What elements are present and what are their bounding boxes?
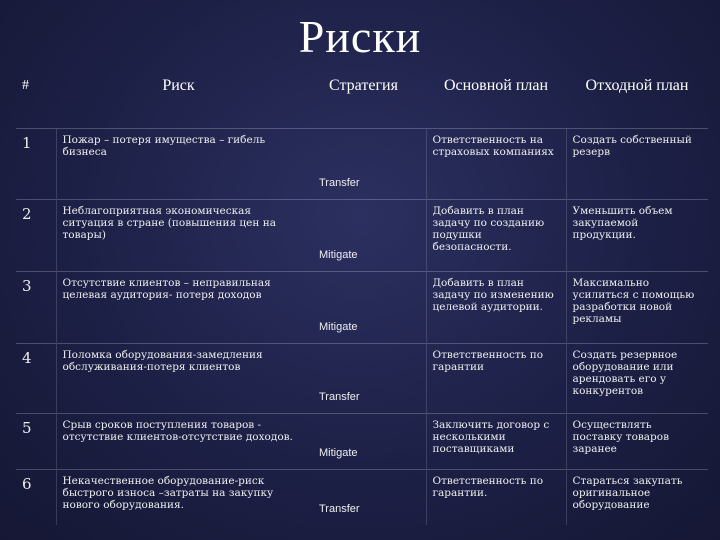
row-backup-plan: Осуществлять поставку товаров заранее <box>566 414 708 470</box>
table-row <box>16 414 708 470</box>
row-risk: Отсутствие клиентов – неправильная целевая аудитория- потеря доходов <box>56 272 301 344</box>
header-num: # <box>22 78 29 93</box>
row-strategy: Transfer <box>301 129 426 200</box>
row-risk: Неблагоприятная экономическая ситуация в стране (повышения цен на товары) <box>56 200 301 272</box>
row-risk: Срыв сроков поступления товаров - отсутствие клиентов-отсутствие доходов. <box>56 414 301 470</box>
row-main-plan: Ответственность по гарантии. <box>426 470 566 526</box>
row-risk: Некачественное оборудование-риск быстрого износа –затраты на закупку нового оборудования. <box>56 470 301 526</box>
row-main-plan: Добавить в план задачу по созданию подушки безопасности. <box>426 200 566 272</box>
table-row <box>16 470 708 526</box>
table-row <box>16 344 708 414</box>
row-num: 3 <box>16 272 56 344</box>
row-num: 5 <box>16 414 56 470</box>
table-row <box>16 272 708 344</box>
row-strategy: Mitigate <box>301 200 426 272</box>
table-header-row <box>16 66 708 129</box>
slide-title: Риски <box>298 11 422 62</box>
row-strategy: Transfer <box>301 344 426 414</box>
row-risk: Пожар – потеря имущества – гибель бизнеса <box>56 129 301 200</box>
header-backup-plan: Отходной план <box>585 77 689 94</box>
row-risk: Поломка оборудования-замедления обслуживания-потеря клиентов <box>56 344 301 414</box>
row-backup-plan: Уменьшить объем закупаемой продукции. <box>566 200 708 272</box>
row-main-plan: Добавить в план задачу по изменению целевой аудитории. <box>426 272 566 344</box>
row-num: 6 <box>16 470 56 526</box>
table-row <box>16 129 708 200</box>
row-num: 1 <box>16 129 56 200</box>
table-row <box>16 200 708 272</box>
row-main-plan: Заключить договор с несколькими поставщиками <box>426 414 566 470</box>
header-risk: Риск <box>162 77 195 94</box>
row-strategy: Mitigate <box>301 272 426 344</box>
row-strategy: Mitigate <box>301 414 426 470</box>
row-num: 2 <box>16 200 56 272</box>
row-main-plan: Ответственность на страховых компаниях <box>426 129 566 200</box>
risk-table <box>16 66 708 525</box>
header-main-plan: Основной план <box>443 77 549 94</box>
row-backup-plan: Создать собственный резерв <box>566 129 708 200</box>
row-backup-plan: Стараться закупать оригинальное оборудование <box>566 470 708 526</box>
header-strategy: Стратегия <box>329 77 398 94</box>
row-backup-plan: Создать резервное оборудование или арендовать его у конкурентов <box>566 344 708 414</box>
row-backup-plan: Максимально усилиться с помощью разработки новой рекламы <box>566 272 708 344</box>
row-num: 4 <box>16 344 56 414</box>
row-main-plan: Ответственность по гарантии <box>426 344 566 414</box>
row-strategy: Transfer <box>301 470 426 526</box>
